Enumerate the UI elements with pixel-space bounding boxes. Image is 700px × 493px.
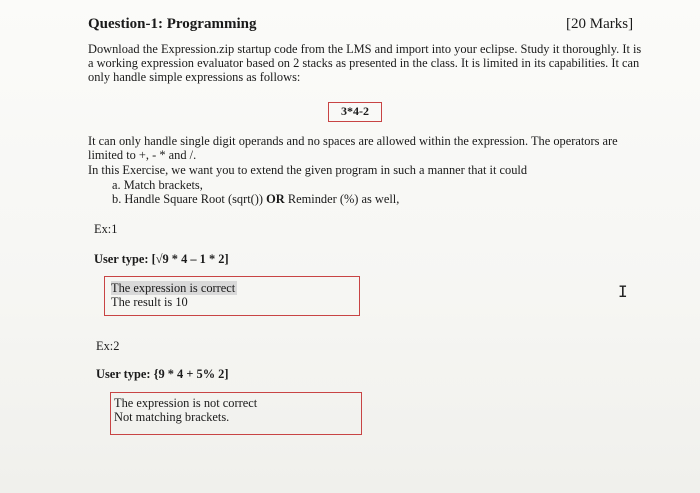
example-1-output-line2: The result is 10 bbox=[111, 295, 188, 309]
example-2-label: Ex:2 bbox=[96, 339, 120, 353]
example-1-user-type: User type: [√9 * 4 – 1 * 2] bbox=[94, 252, 229, 266]
sample-expression-box: 3*4-2 bbox=[328, 102, 382, 122]
exercise-intro: In this Exercise, we want you to extend the given program in such a manner that it could bbox=[88, 163, 528, 177]
example-1-output-box bbox=[104, 276, 360, 316]
example-2-output-box bbox=[110, 392, 362, 435]
task-item-match-brackets: a. Match brackets, bbox=[112, 178, 203, 192]
question-title: Question-1: Programming bbox=[88, 16, 257, 32]
example-1-output-line1: The expression is correct bbox=[111, 281, 236, 295]
text-cursor-icon: I bbox=[618, 282, 628, 301]
example-2-user-type: User type: {9 * 4 + 5% 2] bbox=[96, 367, 229, 381]
task-item-sqrt-reminder-label: b. Handle Square Root (sqrt()) OR Reminder (%) as well, bbox=[112, 192, 400, 206]
example-1-label: Ex:1 bbox=[94, 222, 118, 236]
example-2-output-line2: Not matching brackets. bbox=[114, 410, 230, 424]
question-marks: [20 Marks] bbox=[566, 16, 634, 32]
constraints-paragraph: It can only handle single digit operands and no spaces are allowed within the expression. The operators are limited to +, - * and /. bbox=[88, 134, 618, 162]
intro-paragraph: Download the Expression.zip startup code from the LMS and import into your eclipse. Study it thoroughly. It is a working expression evaluator based on 2 stacks as presented in the class. It is limited in its capabilities. It can only handle simple expressions as follows: bbox=[88, 42, 642, 84]
task-item-sqrt-reminder bbox=[112, 192, 399, 206]
example-2-output-line1: The expression is not correct bbox=[114, 396, 258, 410]
